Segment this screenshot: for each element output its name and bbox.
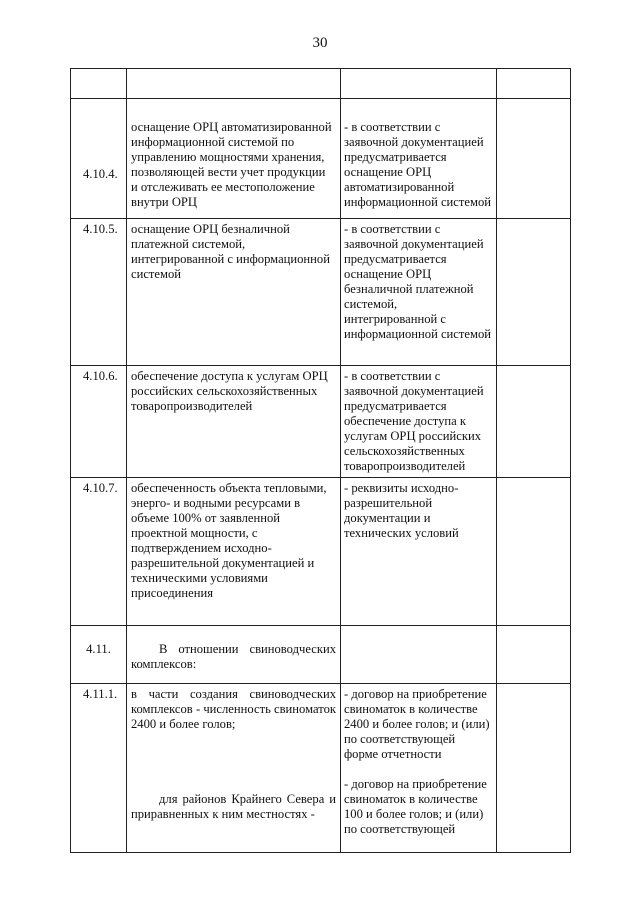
requirement-text: обеспечение доступа к услугам ОРЦ российских сельскохозяйственных товаропроизводителей	[127, 366, 341, 478]
section-heading: В отношении свиноводческих комплексов:	[127, 626, 341, 684]
note-cell	[497, 478, 571, 626]
requirement-text: в части создания свиноводческих комплексов - численность свиноматок 2400 и более голов; для районов Крайнего Севера и приравненных к ним местностях -	[127, 684, 341, 853]
confirming-documents: - в соответствии с заявочной документацией предусматривается обеспечение доступа к услугам ОРЦ российских сельскохозяйственных товаропроизводителей	[341, 366, 497, 478]
page-number: 30	[312, 35, 328, 51]
table-row	[71, 219, 571, 366]
section-doc-cell	[341, 626, 497, 684]
requirement-text: обеспеченность объекта тепловыми, энерго- и водными ресурсами в объеме 100% от заявленной проектной мощности, с подтверждением исходно- разрешительной документацией и техническими условиями присоединения	[127, 478, 341, 626]
section-row	[71, 626, 571, 684]
header-cell	[127, 69, 341, 99]
header-cell	[71, 69, 127, 99]
requirements-table	[70, 68, 571, 853]
confirming-documents: - в соответствии с заявочной документацией предусматривается оснащение ОРЦ безналичной платежной системой, интегрированной с информационной системой	[341, 219, 497, 366]
requirement-text: оснащение ОРЦ автоматизированной информационной системой по управлению мощностями хранения, позволяющей вести учет продукции и отслеживать ее местоположение внутри ОРЦ	[127, 99, 341, 219]
note-cell	[497, 626, 571, 684]
confirming-documents: - реквизиты исходно- разрешительной документации и технических условий	[341, 478, 497, 626]
table-row	[71, 99, 571, 219]
note-cell	[497, 99, 571, 219]
row-number: 4.10.5.	[71, 219, 127, 366]
table-row	[71, 366, 571, 478]
note-cell	[497, 219, 571, 366]
row-number: 4.10.6.	[71, 366, 127, 478]
header-cell	[341, 69, 497, 99]
section-number: 4.11.	[71, 626, 127, 684]
note-cell	[497, 684, 571, 853]
note-cell	[497, 366, 571, 478]
row-number: 4.11.1.	[71, 684, 127, 853]
header-strip-row	[71, 69, 571, 99]
header-cell	[497, 69, 571, 99]
table-row	[71, 478, 571, 626]
confirming-documents: - в соответствии с заявочной документацией предусматривается оснащение ОРЦ автоматизированной информационной системой	[341, 99, 497, 219]
row-number: 4.10.7.	[71, 478, 127, 626]
row-number: 4.10.4.	[71, 99, 127, 219]
requirement-text: оснащение ОРЦ безналичной платежной системой, интегрированной с информационной системой	[127, 219, 341, 366]
table-row	[71, 684, 571, 853]
confirming-documents: - договор на приобретение свиноматок в количестве 2400 и более голов; и (или) по соответствующей форме отчетности - договор на приобретение свиноматок в количестве 100 и более голов; и (или) по соответствующей	[341, 684, 497, 853]
